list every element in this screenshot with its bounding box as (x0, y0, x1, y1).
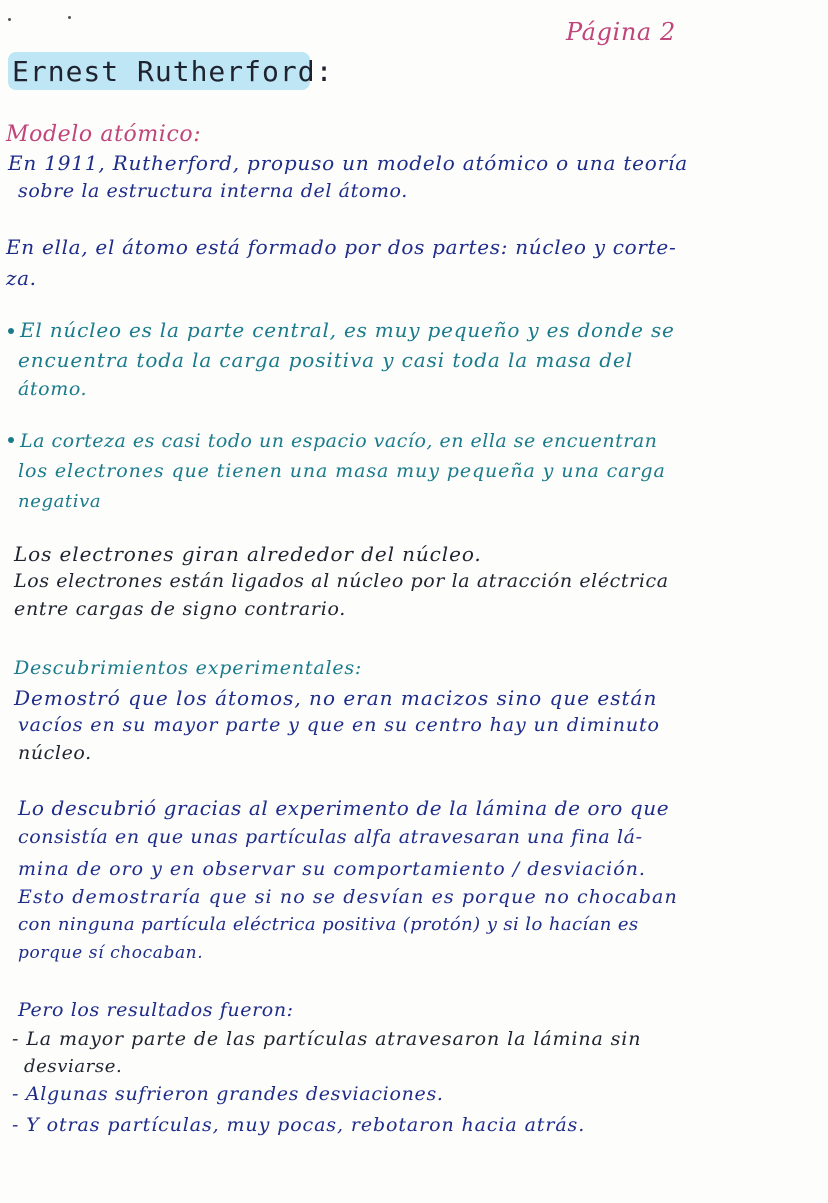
parts-line-2: za. (6, 266, 37, 290)
discoveries-line-1: Demostró que los átomos, no eran macizos sino que están (14, 686, 658, 710)
experiment-line-2: consistía en que unas partículas alfa atravesaran una fina lá- (18, 826, 643, 848)
nucleus-line-2: encuentra toda la carga positiva y casi toda la masa del (18, 348, 634, 372)
discoveries-line-3: núcleo. (18, 742, 92, 764)
experiment-line-5: con ninguna partícula eléctrica positiva (protón) y si lo hacían es (18, 914, 639, 935)
section-heading-modelo: Modelo atómico: (6, 122, 202, 147)
bullet-dot (8, 328, 14, 334)
cortex-line-2: los electrones que tienen una masa muy pequeña y una carga (18, 460, 666, 482)
section-heading-descubrimientos: Descubrimientos experimentales: (14, 657, 363, 679)
bullet-dot (8, 437, 14, 443)
ink-speck (8, 18, 11, 21)
nucleus-line-3: átomo. (18, 378, 88, 400)
cortex-line-3: negativa (18, 491, 102, 512)
electrons-line-3: entre cargas de signo contrario. (14, 598, 347, 620)
parts-line-1: En ella, el átomo está formado por dos partes: núcleo y corte- (6, 235, 677, 259)
experiment-line-3: mina de oro y en observar su comportamiento / desviación. (18, 858, 646, 880)
page-number: Página 2 (566, 18, 676, 46)
discoveries-line-2: vacíos en su mayor parte y que en su centro hay un diminuto (18, 714, 660, 736)
ink-speck (68, 16, 71, 19)
section-heading-resultados: Pero los resultados fueron: (18, 999, 294, 1021)
page-title: Ernest Rutherford: (12, 55, 334, 88)
result-item-1-line-1: - La mayor parte de las partículas atravesaron la lámina sin (12, 1028, 642, 1050)
electrons-line-2: Los electrones están ligados al núcleo por la atracción eléctrica (14, 570, 669, 592)
result-item-1-line-2: desviarse. (24, 1056, 123, 1077)
experiment-line-6: porque sí chocaban. (18, 943, 204, 963)
nucleus-line-1: El núcleo es la parte central, es muy pequeño y es donde se (20, 318, 675, 342)
intro-line-1: En 1911, Rutherford, propuso un modelo atómico o una teoría (8, 151, 688, 175)
cortex-line-1: La corteza es casi todo un espacio vacío, en ella se encuentran (20, 430, 658, 452)
result-item-2: - Algunas sufrieron grandes desviaciones. (12, 1083, 444, 1105)
electrons-line-1: Los electrones giran alrededor del núcleo. (14, 542, 482, 566)
result-item-3: - Y otras partículas, muy pocas, rebotaron hacia atrás. (12, 1114, 586, 1136)
experiment-line-4: Esto demostraría que si no se desvían es porque no chocaban (18, 886, 678, 908)
experiment-line-1: Lo descubrió gracias al experimento de la lámina de oro que (18, 796, 670, 820)
intro-line-2: sobre la estructura interna del átomo. (18, 180, 408, 202)
